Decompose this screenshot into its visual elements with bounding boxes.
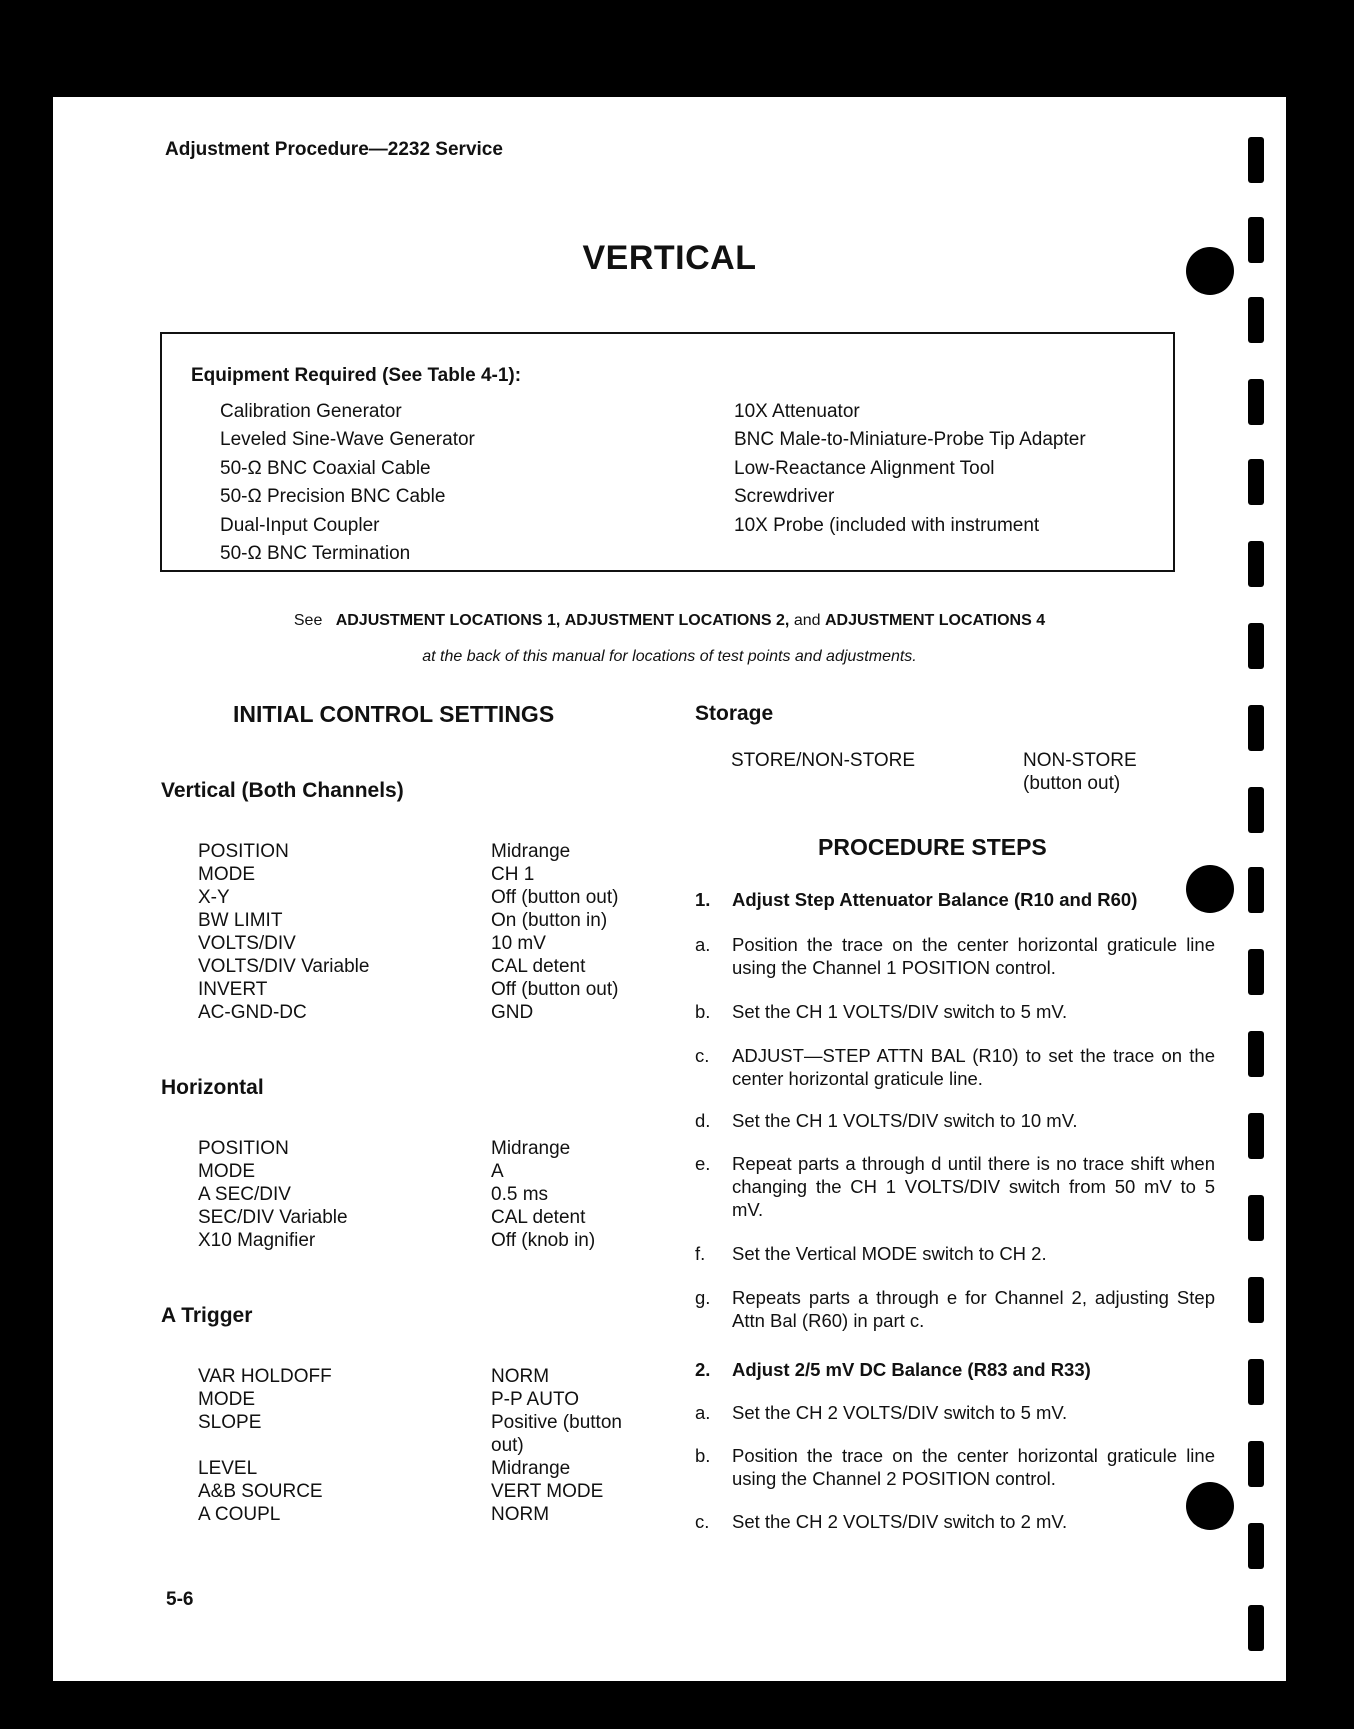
reference-location-2: ADJUSTMENT LOCATIONS 2, xyxy=(564,612,790,629)
binder-edge-mark xyxy=(1248,137,1264,183)
binder-edge-mark xyxy=(1248,541,1264,587)
binder-edge-mark xyxy=(1248,1523,1264,1569)
horizontal-heading: Horizontal xyxy=(161,1076,264,1099)
trigger-heading: A Trigger xyxy=(161,1304,253,1327)
equipment-heading: Equipment Required (See Table 4-1): xyxy=(191,365,522,386)
binder-edge-mark xyxy=(1248,1195,1264,1241)
trigger-values: NORM P-P AUTO Positive (button out) Midrange VERT MODE NORM xyxy=(491,1366,622,1525)
manual-page: Adjustment Procedure—2232 Service VERTICAL Equipment Required (See Table 4-1): Calibration Generator Leveled Sine-Wave Generator 50-Ω BNC Coaxial Cable 50-Ω Precision BNC Cable Dual-Input Coupler 50-Ω BNC Termination 10X Attenuator BNC Male-to-Miniature-Probe Tip Adapter Low-Reactance Alignment Tool Screwdriver 10X Probe (included with instrument See ADJUSTMENT LOCATIONS 1, ADJUSTMENT LOCATIONS 2, and ADJUSTMENT LOCATIONS 4 at the back of this manual for locations of test points and adjustments. INITIAL CONTROL SETTINGS Vertical (Both Channels) POSITION MODE X-Y BW LIMIT VOLTS/DIV VOLTS/DIV Variable INVERT AC-GND-DC Midrange CH 1 Off (button out) On (button in) 10 mV CAL detent Off (button out) GND Horizontal POSITION MODE A SEC/DIV SEC/DIV Variable X10 Magnifier Midrange A 0.5 ms CAL detent Off (knob in) A Trigger VAR HOLDOFF MODE SLOPE LEVEL A&B SOURCE A COUPL NORM P-P AUTO Positive (button out) Midrange VERT MODE NORM Storage STORE/NON-STORE NON-STORE (button out) PROCEDURE STEPS 1. Adjust Step Attenuator Balance (R10 and R60) a. Position the trace on the center horizontal graticule line using the Channel 1 POSITION control. b. Set the CH 1 VOLTS/DIV switch to 5 mV. c. ADJUST—STEP ATTN BAL (R10) to set the trace on the center horizontal graticule line. d. Set the CH 1 VOLTS/DIV switch to 10 mV. e. Repeat parts a through d until there is no trace shift when changing the CH 1 VOLTS/DIV switch from 50 mV to 5 mV. f. Set the Vertical MODE switch to CH 2. g. Repeats parts a through e for Channel 2, adjusting Step Attn Bal (R60) in part c. 2. Adjust 2/5 mV DC Balance (R83 and R33) a. Set the CH 2 VOLTS/DIV switch to 5 mV. b. Position the trace on the center horizontal graticule line using the Channel 2 POSITION control. c. Set the CH 2 VOLTS/DIV switch to 2 mV. 5-6 xyxy=(53,97,1286,1681)
binder-edge-mark xyxy=(1248,705,1264,751)
storage-value: NON-STORE (button out) xyxy=(1023,750,1137,794)
equipment-item: 10X Attenuator xyxy=(734,401,860,422)
see-note: at the back of this manual for locations of test points and adjustments. xyxy=(422,648,917,665)
binder-edge-mark xyxy=(1248,949,1264,995)
equipment-item: BNC Male-to-Miniature-Probe Tip Adapter xyxy=(734,429,1086,451)
binder-edge-mark xyxy=(1248,1441,1264,1487)
binder-edge-mark xyxy=(1248,867,1264,913)
equipment-item: 50-Ω Precision BNC Cable xyxy=(220,486,446,508)
equipment-item: Calibration Generator xyxy=(220,401,402,422)
equipment-item: 50-Ω BNC Termination xyxy=(220,543,411,565)
vertical-values: Midrange CH 1 Off (button out) On (button in) 10 mV CAL detent Off (button out) GND xyxy=(491,841,619,1023)
binder-edge-mark xyxy=(1248,787,1264,833)
trigger-labels: VAR HOLDOFF MODE SLOPE LEVEL A&B SOURCE A COUPL xyxy=(198,1366,332,1525)
equipment-item: Leveled Sine-Wave Generator xyxy=(220,429,475,451)
procedure-heading: PROCEDURE STEPS xyxy=(818,834,1047,860)
binder-edge-mark xyxy=(1248,297,1264,343)
reference-location-1: ADJUSTMENT LOCATIONS 1, xyxy=(335,612,561,629)
equipment-item: 50-Ω BNC Coaxial Cable xyxy=(220,457,431,479)
binder-hole xyxy=(1186,247,1234,295)
binder-edge-mark xyxy=(1248,623,1264,669)
page-number: 5-6 xyxy=(166,1589,194,1610)
storage-heading: Storage xyxy=(695,702,774,725)
vertical-labels: POSITION MODE X-Y BW LIMIT VOLTS/DIV VOLTS/DIV Variable INVERT AC-GND-DC xyxy=(198,841,370,1023)
initial-settings-heading: INITIAL CONTROL SETTINGS xyxy=(233,701,555,727)
equipment-item: 10X Probe (included with instrument xyxy=(734,514,1040,536)
equipment-item: Screwdriver xyxy=(734,486,835,508)
binder-edge-mark xyxy=(1248,1605,1264,1651)
see-reference: See ADJUSTMENT LOCATIONS 1, ADJUSTMENT LOCATIONS 2, and ADJUSTMENT LOCATIONS 4 xyxy=(293,612,1046,629)
equipment-item: Low-Reactance Alignment Tool xyxy=(734,457,995,479)
equipment-item: Dual-Input Coupler xyxy=(220,514,380,536)
binder-edge-mark xyxy=(1248,1113,1264,1159)
running-header: Adjustment Procedure—2232 Service xyxy=(165,139,503,160)
page-title: VERTICAL xyxy=(582,239,757,277)
binder-edge-mark xyxy=(1248,1277,1264,1323)
equipment-list-right xyxy=(734,398,1086,540)
binder-hole xyxy=(1186,865,1234,913)
equipment-list-left xyxy=(220,398,475,568)
binder-edge-mark xyxy=(1248,1031,1264,1077)
binder-hole xyxy=(1186,1482,1234,1530)
binder-edge-mark xyxy=(1248,217,1264,263)
binder-edge-mark xyxy=(1248,1359,1264,1405)
horizontal-labels: POSITION MODE A SEC/DIV SEC/DIV Variable X10 Magnifier xyxy=(198,1138,348,1251)
horizontal-values: Midrange A 0.5 ms CAL detent Off (knob in) xyxy=(491,1138,596,1251)
binder-edge-mark xyxy=(1248,459,1264,505)
vertical-heading: Vertical (Both Channels) xyxy=(161,779,404,802)
storage-label: STORE/NON-STORE xyxy=(731,750,916,771)
reference-location-4: ADJUSTMENT LOCATIONS 4 xyxy=(824,612,1046,629)
binder-edge-mark xyxy=(1248,379,1264,425)
